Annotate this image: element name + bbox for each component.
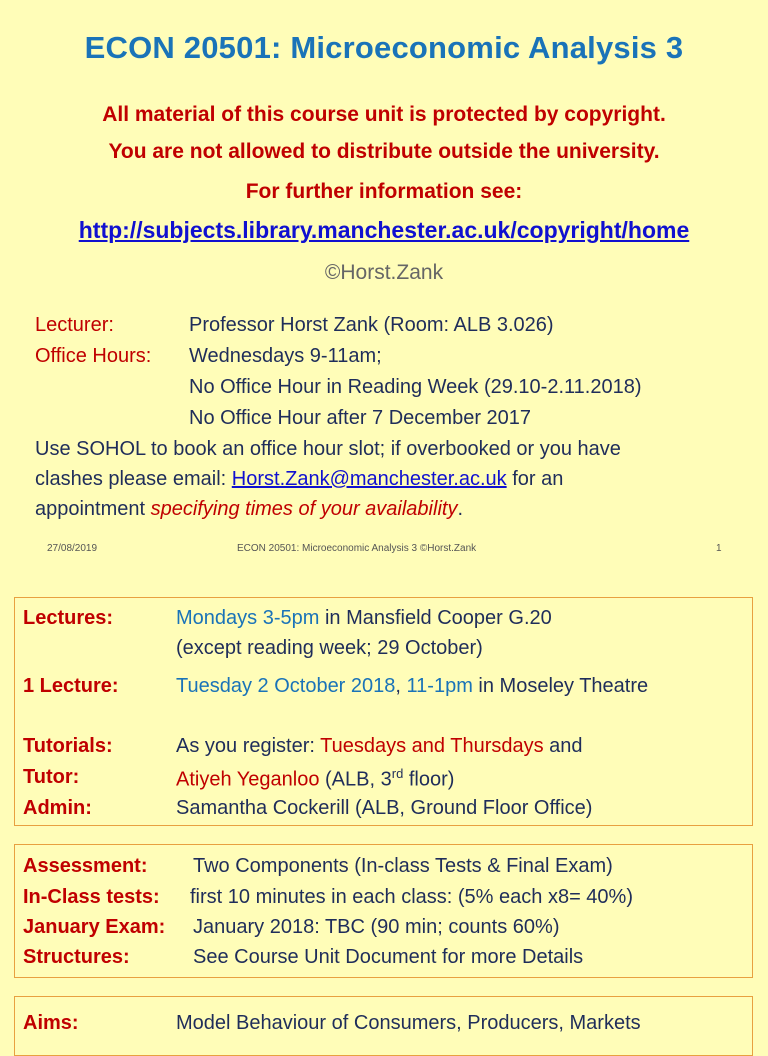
further-info-label: For further information see: — [245, 180, 523, 203]
inclass-tests-label: In-Class tests: — [23, 886, 160, 908]
tutorials-days: Tuesdays and Thursdays — [320, 735, 544, 757]
aims-label: Aims: — [23, 1012, 79, 1034]
lecturer-label: Lecturer: — [35, 314, 114, 336]
assessment-label: Assessment: — [23, 855, 148, 877]
appointment-prefix: appointment — [35, 498, 151, 520]
assessment-value: Two Components (In-class Tests & Final Exam) — [193, 855, 613, 877]
office-hours-label: Office Hours: — [35, 345, 152, 367]
copyright-link[interactable]: http://subjects.library.manchester.ac.uk/copyright/home — [78, 217, 690, 243]
tutorials-label: Tutorials: — [23, 735, 113, 757]
january-exam-value: January 2018: TBC (90 min; counts 60%) — [193, 916, 560, 938]
tutor-value — [176, 766, 454, 792]
structures-label: Structures: — [23, 946, 130, 968]
structures-value: See Course Unit Document for more Details — [193, 946, 584, 968]
sohol-line: Use SOHOL to book an office hour slot; if overbooked or you have — [35, 438, 621, 460]
lecturer-row — [35, 314, 554, 337]
one-lecture-value — [176, 675, 648, 698]
lectures-label: Lectures: — [23, 607, 114, 629]
appointment-suffix: . — [457, 498, 463, 520]
clashes-suffix: for an — [506, 468, 564, 490]
office-hours-line3: No Office Hour after 7 December 2017 — [189, 407, 532, 429]
office-hours-line2: No Office Hour in Reading Week (29.10-2.11.2018) — [189, 376, 642, 398]
availability-note: specifying times of your availability — [150, 498, 458, 520]
office-hours-line1: Wednesdays 9-11am; — [189, 345, 382, 367]
copyright-notice-line2: You are not allowed to distribute outside the university. — [108, 140, 660, 163]
admin-label: Admin: — [23, 797, 92, 819]
lecturer-value: Professor Horst Zank (Room: ALB 3.026) — [189, 314, 554, 336]
email-link[interactable]: Horst.Zank@manchester.ac.uk — [231, 468, 507, 490]
clashes-prefix: clashes please email: — [35, 468, 232, 490]
one-lecture-label: 1 Lecture: — [23, 675, 119, 697]
footer-page-number: 1 — [716, 543, 722, 554]
aims-value: Model Behaviour of Consumers, Producers, Markets — [176, 1012, 641, 1034]
one-lecture-place: in Moseley Theatre — [472, 675, 649, 697]
january-exam-label: January Exam: — [23, 916, 166, 938]
tutorials-suffix: and — [543, 735, 583, 757]
one-lecture-date: Tuesday 2 October 2018 — [176, 675, 396, 697]
office-hours-row — [35, 345, 382, 368]
inclass-tests-value: first 10 minutes in each class: (5% each x8= 40%) — [190, 886, 633, 908]
appointment-line — [35, 498, 463, 521]
footer-title: ECON 20501: Microeconomic Analysis 3 ©Horst.Zank — [237, 543, 477, 554]
one-lecture-comma: , — [395, 675, 407, 697]
clashes-line — [35, 468, 563, 491]
lectures-time: Mondays 3-5pm — [176, 607, 320, 629]
tutor-label: Tutor: — [23, 766, 80, 788]
tutor-place-prefix: (ALB, 3 — [319, 768, 392, 791]
tutor-name: Atiyeh Yeganloo — [176, 768, 320, 791]
tutorials-value — [176, 735, 583, 758]
lectures-value — [176, 607, 552, 630]
tutor-place-sup: rd — [391, 766, 404, 781]
office-hours-line3-row — [35, 407, 531, 430]
footer-date: 27/08/2019 — [47, 543, 98, 554]
tutorials-prefix: As you register: — [176, 735, 321, 757]
office-hours-line2-row — [35, 376, 641, 399]
one-lecture-time: 11-1pm — [406, 675, 473, 697]
lectures-place: in Mansfield Cooper G.20 — [319, 607, 552, 629]
slide-title: ECON 20501: Microeconomic Analysis 3 — [84, 30, 684, 65]
lectures-note: (except reading week; 29 October) — [176, 637, 483, 659]
tutor-place-suffix: floor) — [403, 768, 455, 791]
author-credit: ©Horst.Zank — [324, 261, 444, 284]
copyright-notice-line1: All material of this course unit is protected by copyright. — [102, 103, 666, 126]
admin-value: Samantha Cockerill (ALB, Ground Floor Office) — [176, 797, 593, 819]
